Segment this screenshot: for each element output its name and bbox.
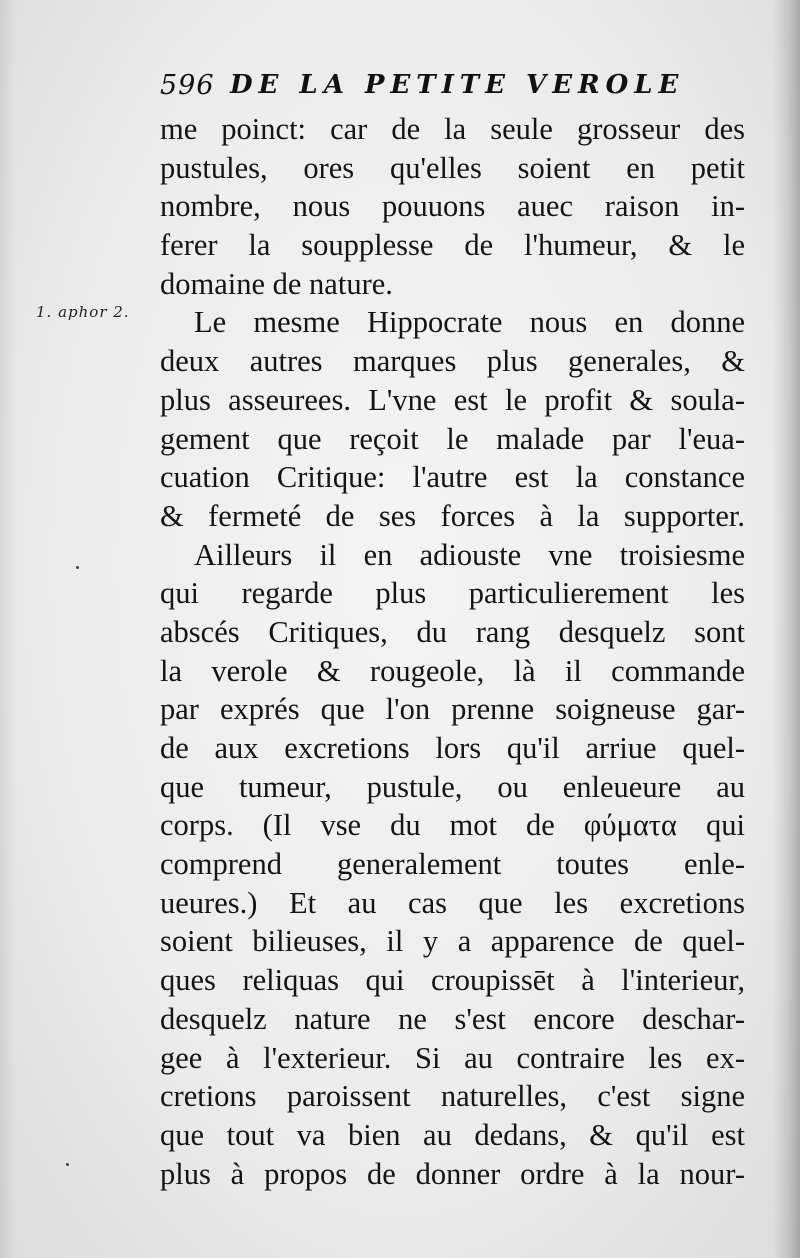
text-line: plus asseurees. L'vne est le profit & soula- — [160, 382, 745, 417]
text-line: gement que reçoit le malade par l'eua- — [160, 421, 745, 456]
text-line: ueures.) Et au cas que les excretions — [160, 885, 745, 920]
text-line: cuation Critique: l'autre est la constance — [160, 460, 745, 495]
text-line: comprend generalement toutes enle- — [160, 847, 745, 882]
ink-speck — [66, 1163, 69, 1166]
text-line: pustules, ores qu'elles soient en petit — [160, 150, 745, 185]
text-line: gee à l'exterieur. Si au contraire les ex- — [160, 1040, 745, 1075]
text-line: de aux excretions lors qu'il arriue quel- — [160, 731, 745, 765]
text-line: plus à propos de donner ordre à la nour- — [160, 1156, 745, 1191]
page-header — [160, 70, 720, 110]
text-line: Ailleurs il en adiouste vne troisiesme — [194, 537, 745, 572]
text-line: & fermeté de ses forces à la supporter. — [160, 498, 745, 533]
text-line: desquelz nature ne s'est encore deschar- — [160, 1001, 745, 1036]
text-line: cretions paroissent naturelles, c'est signe — [160, 1079, 745, 1114]
text-line: que tout va bien au dedans, & qu'il est — [160, 1117, 745, 1152]
margin-note: 1. aphor 2. — [36, 303, 130, 321]
running-title: DE LA PETITE VEROLE — [230, 70, 685, 100]
text-line: par exprés que l'on prenne soigneuse gar- — [160, 692, 745, 727]
body-text — [160, 110, 745, 1193]
text-line: que tumeur, pustule, ou enleueure au — [160, 769, 745, 804]
text-line: corps. (Il vse du mot de φύματα qui — [160, 808, 745, 843]
text-line: qui regarde plus particulierement les — [160, 576, 745, 611]
page-gutter-shadow — [0, 0, 16, 1258]
text-line: domaine de nature. — [160, 266, 393, 301]
text-line: soient bilieuses, il y a apparence de quel- — [160, 924, 745, 959]
ink-speck — [76, 566, 79, 569]
text-line: Le mesme Hippocrate nous en donne — [194, 305, 745, 340]
text-line: abscés Critiques, du rang desquelz sont — [160, 614, 745, 649]
text-line: la verole & rougeole, là il commande — [160, 653, 745, 688]
text-line: me poinct: car de la seule grosseur des — [160, 112, 745, 146]
text-line: ferer la soupplesse de l'humeur, & le — [160, 228, 745, 263]
text-line: deux autres marques plus generales, & — [160, 344, 745, 379]
text-line: nombre, nous pouuons auec raison in- — [160, 189, 745, 224]
text-line: ques reliquas qui croupissēt à l'interieur, — [160, 963, 745, 998]
page-edge-shadow — [772, 0, 800, 1258]
page-number: 596 — [160, 70, 215, 101]
